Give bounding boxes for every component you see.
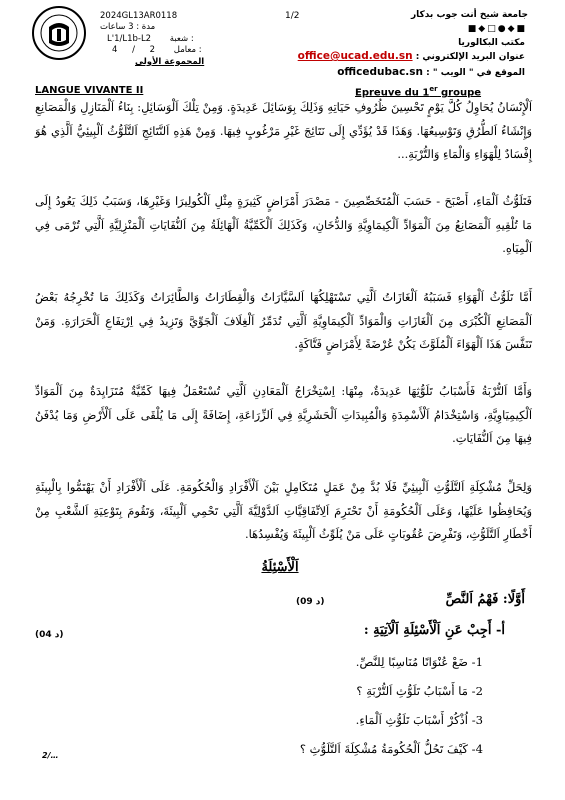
part1-points: (09 د) <box>296 597 325 607</box>
school-name: جامعة شيخ أنت جوب بدكار <box>410 10 528 20</box>
page-number: 1/2 <box>285 11 300 21</box>
site-line <box>337 66 525 78</box>
epreuve-sup: er <box>429 85 438 93</box>
paragraph-1: اَلْإِنْسَانُ يُحَاوِلُ كُلَّ يَوْمٍ تَحْسِينَ ظُرُوفِ حَيَاتِهِ وَذَلِكَ بِوَسَائِلَ عَدِيدَةٍ. وَمِنْ تِلْكَ اَلْوَسَائِلِ: بِنَاءُ اَلْمَنَازِلِ وَالْمَصَانِعِ وَإِنْشَاءُ اَلطُّرُقِ وَتَوْسِيعُهَا. وَهَذَا قَدْ يُؤَدِّي إِلَى نَتَائِجَ غَيْرِ مَرْغُوبٍ فِيهَا. وَمِنْ هَذِهِ اَلنَّتَائِجِ اَلتَّلَوُّثُ اَلْبِيئِيُّ اَلَّذِي هُوَ إِفْسَادٌ لِلْهَوَاءِ وَالْمَاءِ وَالتُّرْبَةِ... <box>35 100 532 162</box>
email-label: عنوان البريد الإلكتروني : <box>415 52 525 62</box>
ucad-logo <box>31 5 87 61</box>
circle-icon: ● <box>497 24 506 34</box>
email-link[interactable]: office@ucad.edu.sn <box>297 50 413 62</box>
email-line <box>298 50 525 62</box>
coef-value: 4 / 2 <box>112 45 156 55</box>
series-line <box>107 34 197 45</box>
group-label: المجموعة الأولى <box>135 57 205 67</box>
paragraph-5: وَلِحَلِّ مُشْكِلَةِ اَلتَّلَوُّثِ اَلْبِيئِيِّ فَلَا بُدَّ مِنْ عَمَلٍ مُتَكَامِلٍ بَيْنَ اَلْأَفْرَادِ وَالْحُكُومَةِ. عَلَى اَلْأَفْرَادِ أَنْ يَهْتَمُّوا بِالْبِيئَةِ وَيُحَافِظُوا عَلَيْهَا، وَعَلَى اَلْحُكُومَةِ أَنْ تَحْتَرِمَ اَلِاتِّفَاقِيَّاتِ اَلدَّوْلِيَّةَ اَلَّتِي تَحْمِي اَلْبِيئَةَ، وَتَقُومَ بِتَوْعِيَةِ اَلشَّعْبِ مِنْ أَخْطَارِ اَلتَّلَوُّثِ، وَتَفْرِضَ عُقُوبَاتٍ عَلَى مَنْ يُلَوِّثُ اَلْبِيئَةَ وَيُفْسِدُهَا. <box>35 480 532 542</box>
epreuve-prefix: Epreuve du 1 <box>355 87 430 99</box>
paragraph-4: وَأَمَّا اَلتُّرْبَةُ فَأَسْبَابُ تَلَوُّثِهَا عَدِيدَةٌ، مِنْهَا: اِسْتِخْرَاجُ اَلْمَعَادِنِ اَلَّتِي تُسْتَعْمَلُ فِيهَا كَمِّيَّةٌ مُتَزَايِدَةٌ مِنَ اَلْمَوَادِّ اَلْكِيمِيَاوِيَّةِ، وَاسْتِخْدَامُ اَلْأَسْمِدَةِ وَالْمُبِيدَاتِ اَلْحَشَرِيَّةِ فِي اَلزِّرَاعَةِ، إِضَافَةً إِلَى مَا يُلْقَى عَلَى اَلْأَرْضِ وَمَا يُدْفَنُ فِيهَا مِنَ اَلنُّفَايَاتِ. <box>35 384 532 446</box>
site-label: الموقع في " الويب " : <box>426 68 525 78</box>
office-name: مكتب البكالوريا <box>458 38 525 48</box>
paragraph-2: فَتَلَوُّثُ اَلْمَاءِ، أَصْبَحَ - حَسَبَ اَلْمُتَخَصِّصِينَ - مَصْدَرَ أَمْرَاضٍ كَثِيرَةٍ مِثْلِ اَلْكُولِيرَا وَغَيْرِهَا، وَسَبَبُ ذَلِكَ يَعُودُ إِلَى مَا تُلْقِيهِ اَلْمَصَانِعُ مِنَ اَلْمَوَادِّ اَلْكِيمَاوِيَّةِ وَالدُّخَانِ، وَكَذَلِكَ اَلْكَمِّيَّةُ اَلْهَائِلَةُ مِنَ اَلنُّفَايَاتِ اَلْمَنْزِلِيَّةِ اَلَّتِي تُرْمَى فِي اَلْمِيَاهِ. <box>35 194 532 256</box>
subject-title: LANGUE VIVANTE II <box>35 85 144 96</box>
question-item: 1- ضَعْ عُنْوَانًا مُنَاسِبًا لِلنَّصِّ. <box>355 655 483 669</box>
section-a-points: (04 د) <box>35 630 64 640</box>
part1-title: أَوَّلًا: فَهْمُ اَلنَّصِّ <box>445 592 525 607</box>
question-item: 3- اُذْكُرْ أَسْبَابَ تَلَوُّثِ اَلْمَاءِ. <box>355 713 483 727</box>
question-item: 2- مَا أَسْبَابُ تَلَوُّثِ اَلتُّرْبَةِ ؟ <box>356 684 483 698</box>
footer-page: 2/… <box>42 751 59 760</box>
logo-dots <box>466 24 525 34</box>
square-icon: ■ <box>516 24 525 34</box>
site-link[interactable]: officedubac.sn <box>337 66 424 78</box>
questions-heading: اَلْأَسْئِلَةُ <box>261 560 299 575</box>
paragraph-3: أَمَّا تَلَوُّثُ اَلْهَوَاءِ فَسَبَبُهُ اَلْغَازَاتُ اَلَّتِي تَسْتَهْلِكُهَا اَلسَّيَّارَاتُ وَالْقِطَارَاتُ وَالطَّائِرَاتُ وَكَذَلِكَ مَا تُخْرِجُهُ بَعْضُ اَلْمَصَانِعِ اَلْكُبْرَى مِنَ اَلْغَازَاتِ وَالْمَوَادِّ اَلْكِيمَاوِيَّةِ اَلَّتِي تُدَمِّرُ اَلْغِلَافَ اَلْجَوِّيَّ وَتَزِيدُ فِي اِرْتِفَاعِ اَلْحَرَارَةِ. وَمَنْ تَنَفَّسَ هَذَا اَلْهَوَاءَ اَلْمُلَوَّثَ يَكُنْ عُرْضَةً لِأَمْرَاضٍ فَتَّاكَةٍ. <box>35 290 532 352</box>
epreuve-suffix: groupe <box>437 87 482 99</box>
coef-line <box>112 45 232 56</box>
exam-code: 2024GL13AR0118 <box>100 11 178 21</box>
duration: مدة : 3 ساعات <box>100 22 156 32</box>
diamond-icon: ◆ <box>507 24 515 34</box>
question-item: 4- كَيْفَ تَحُلُّ اَلْحُكُومَةُ مُشْكِلَةَ اَلتَّلَوُّثِ ؟ <box>299 742 483 756</box>
diamond-icon: ◆ <box>478 24 486 34</box>
square-outline-icon: □ <box>487 24 496 34</box>
section-a-title: أ- أَجِبْ عَنِ اَلْأَسْئِلَةِ اَلْآتِيَةِ : <box>363 623 505 638</box>
series-label: شعبة : <box>169 34 194 44</box>
square-icon: ■ <box>467 24 477 34</box>
coef-label: معامل : <box>173 45 202 55</box>
series-value: L'1/L1b-L2 <box>107 34 152 44</box>
